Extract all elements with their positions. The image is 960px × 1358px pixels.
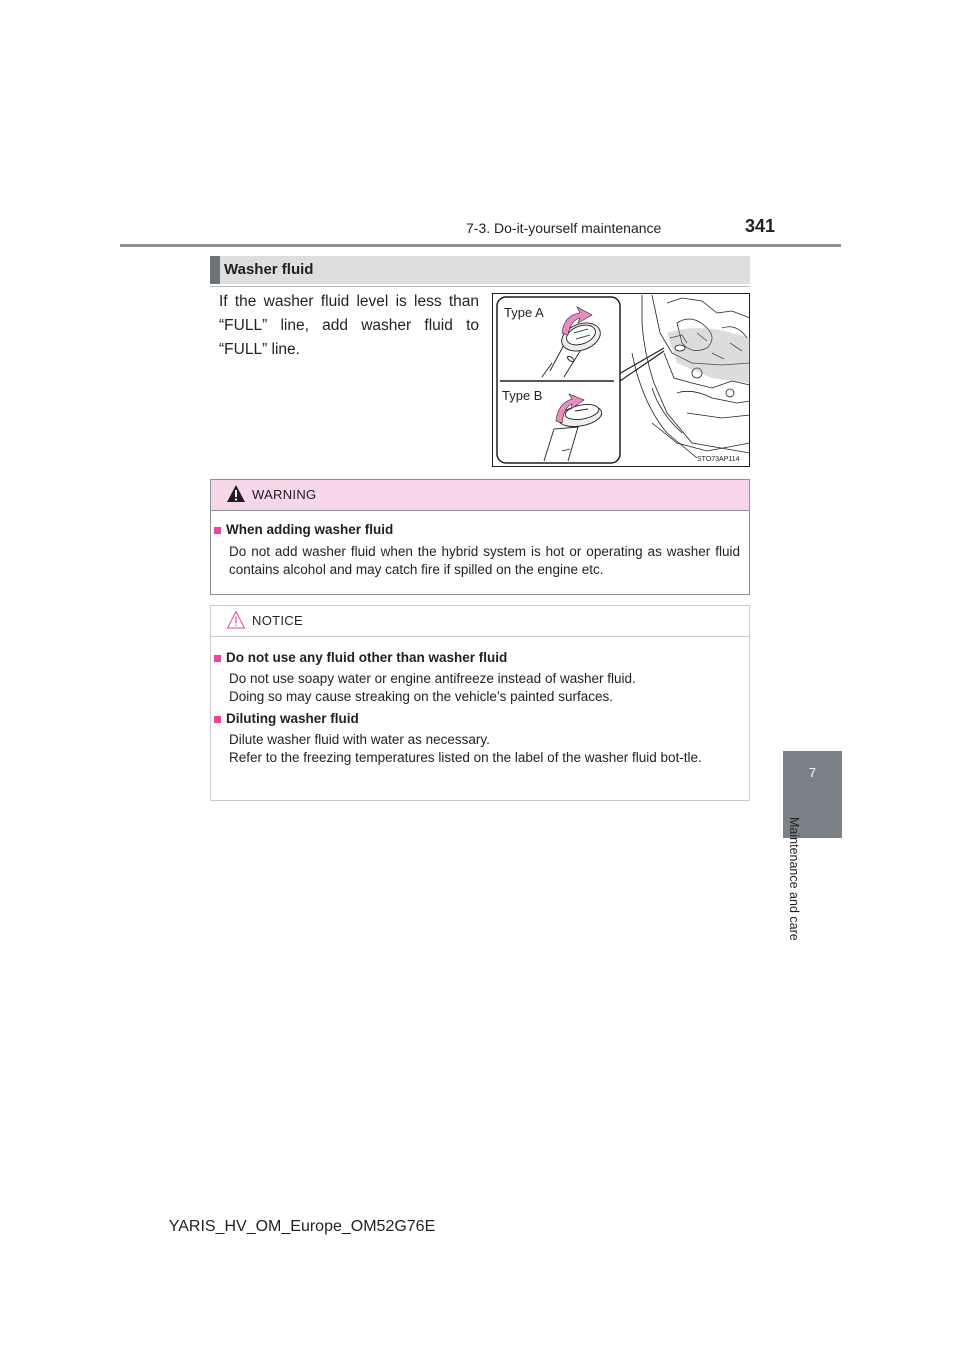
- header-section-title: 7-3. Do-it-yourself maintenance: [466, 220, 662, 236]
- bullet-square-icon: [214, 527, 221, 534]
- chapter-number: 7: [808, 765, 817, 780]
- notice-title: NOTICE: [252, 613, 303, 628]
- warning-triangle-icon: [226, 484, 246, 504]
- chapter-label: Maintenance and care: [787, 817, 801, 941]
- chapter-label-wrap: [787, 817, 801, 967]
- footer-text: YARIS_HV_OM_Europe_OM52G76E: [168, 1218, 436, 1235]
- notice-item-title: [214, 650, 507, 665]
- notice-item-1-line-2: Doing so may cause streaking on the vehicle’s painted surfaces.: [229, 689, 613, 704]
- bullet-square-icon: [214, 655, 221, 662]
- warning-item-title-text: When adding washer fluid: [226, 522, 394, 537]
- warning-item-text: Do not add washer fluid when the hybrid system is hot or operating as washer fluid contains alcohol and may catch fire if spilled on the engine etc.: [229, 544, 740, 577]
- washer-fluid-illustration: [492, 293, 750, 467]
- notice-item-1-line-1: Do not use soapy water or engine antifreeze instead of washer fluid.: [229, 671, 636, 686]
- notice-triangle-icon: [226, 610, 246, 630]
- figure-code: STO73AP114: [697, 456, 740, 463]
- warning-item-title: [214, 522, 393, 537]
- footer-doc-id: [0, 1218, 960, 1236]
- notice-item-title: [214, 711, 359, 726]
- bullet-square-icon: [214, 716, 221, 723]
- section-body-text: If the washer fluid level is less than “FULL” line, add washer fluid to “FULL” line.: [219, 293, 479, 358]
- type-b-label: Type B: [502, 388, 543, 403]
- notice-item-2-title-text: Diluting washer fluid: [226, 711, 359, 726]
- warning-title: WARNING: [252, 487, 317, 502]
- section-title: Washer fluid: [224, 261, 314, 278]
- notice-item-2-line-2: Refer to the freezing temperatures listed on the label of the washer fluid bot-tle.: [229, 750, 702, 765]
- notice-item-1-title-text: Do not use any fluid other than washer fluid: [226, 650, 508, 665]
- section-rule: [210, 286, 750, 287]
- page-number: 341: [745, 216, 776, 236]
- notice-item-2-line-1: Dilute washer fluid with water as necessary.: [229, 732, 490, 747]
- header-rule: [120, 244, 841, 247]
- type-a-label: Type A: [504, 305, 544, 320]
